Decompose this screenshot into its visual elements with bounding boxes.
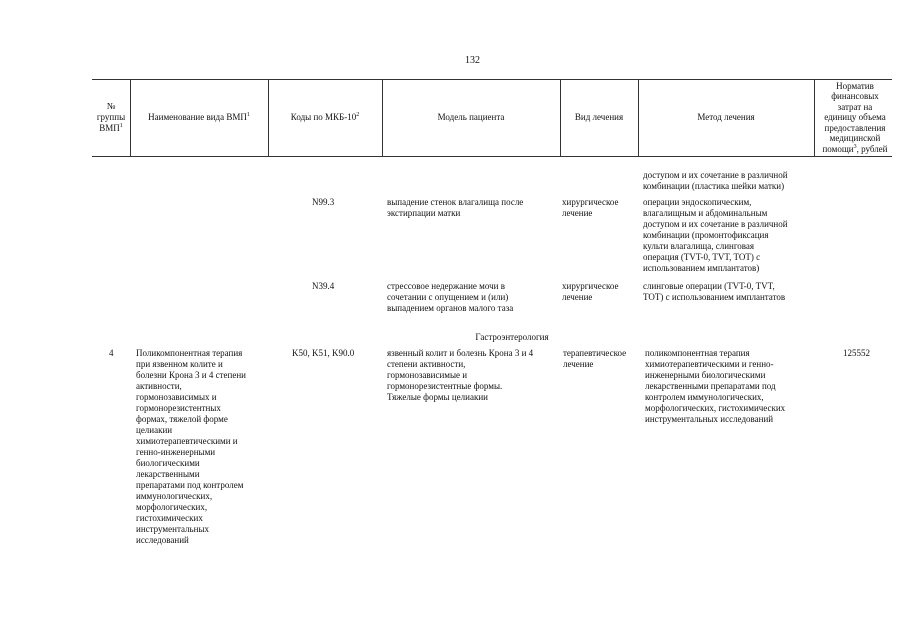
treatment-method-cell: поликомпонентная терапия химиотерапевтическими и генно- инженерными биологическими лекарственными препаратами под контролем иммунологических, морфологических, гистохимических инструментальных исследований xyxy=(645,348,786,424)
treatment-method-cell: слинговые операции (TVT-0, TVT, TOT) с использованием имплантатов xyxy=(643,281,786,302)
section-title: Гастроэнтерология xyxy=(475,332,549,342)
header-financial-norm: Норматив финансовых затрат на единицу объема предоставления медицинской помощи$^3$, рублей xyxy=(822,80,888,154)
treatment-type-cell: хирургическое лечение xyxy=(562,197,619,218)
vmp-name-cell: Поликомпонентная терапия при язвенном колите и болезни Крона 3 и 4 степени активности, гормонозависимых и гормонорезистентных формах, тяжелой форме целиакии химиотерапевтическими и генно-инженерными биологическими лекарственными препаратами под контролем иммунологических, морфологических, гистохимических инструментальных исследований xyxy=(136,348,246,545)
continuation-method-text: доступом и их сочетание в различной комбинации (пластика шейки матки) xyxy=(643,170,788,191)
header-group-number: № группы ВМП$^1$ xyxy=(96,101,126,133)
page-number: 132 xyxy=(465,55,480,66)
patient-model-cell: стрессовое недержание мочи в сочетании с опущением и (или) выпадением органов малого таза xyxy=(387,281,514,313)
header-patient-model: Модель пациента xyxy=(437,112,505,122)
treatment-type-cell: терапевтическое лечение xyxy=(563,348,627,369)
header-vmp-name: Наименование вида ВМП$^1$ xyxy=(148,112,250,122)
treatment-type-cell: хирургическое лечение xyxy=(562,281,619,302)
financial-norm-cell: 125552 xyxy=(843,348,870,358)
patient-model-cell: выпадение стенок влагалища после экстирпации матки xyxy=(387,197,524,218)
treatment-method-cell: операции эндоскопическим, влагалищным и абдоминальным доступом и их сочетание в различной комбинации (промонтофиксация культи влагалища, слинговая операция (TVT-0, TVT, TOT) с использованием имплантатов) xyxy=(643,197,788,273)
header-icd-codes: Коды по МКБ-$10^2$ xyxy=(290,112,360,122)
group-number-cell: 4 xyxy=(109,348,114,358)
icd-code-cell: N99.3 xyxy=(312,197,335,207)
patient-model-cell: язвенный колит и болезнь Крона 3 и 4 степени активности, гормонозависимые и гормонорезистентные формы. Тяжелые формы целиакии xyxy=(387,348,534,402)
icd-code-cell: N39.4 xyxy=(312,281,335,291)
header-treatment-method: Метод лечения xyxy=(697,112,755,122)
icd-code-cell: K50, K51, K90.0 xyxy=(292,348,355,358)
header-treatment-type: Вид лечения xyxy=(574,112,624,122)
